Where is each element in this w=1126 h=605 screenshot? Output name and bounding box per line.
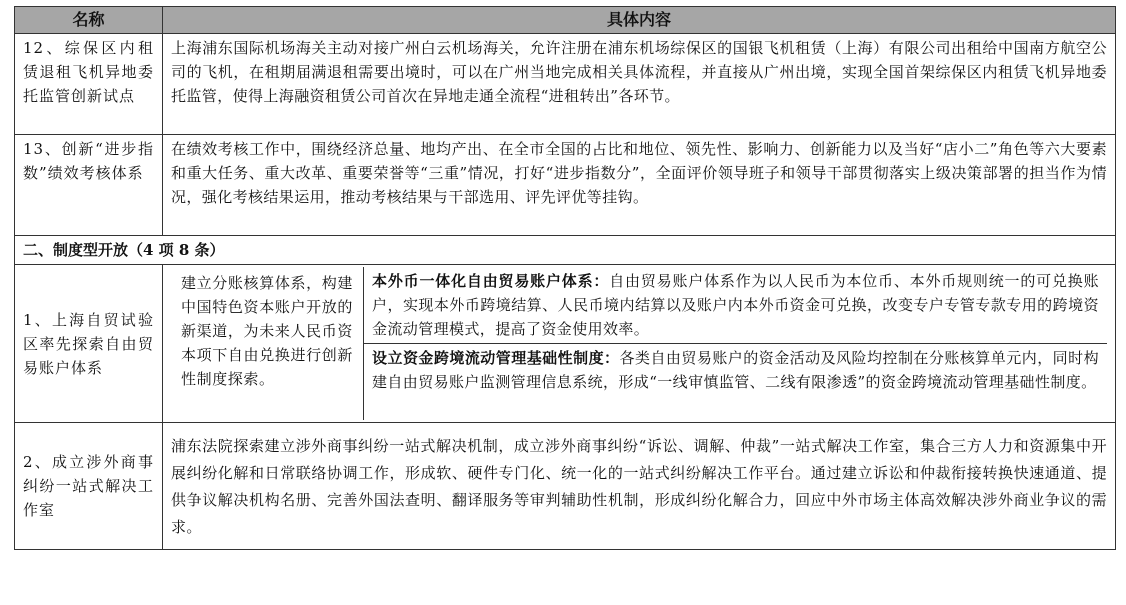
item-content: 在绩效考核工作中，围绕经济总量、地均产出、在全市全国的占比和地位、领先性、影响力、创新能力以及当好“店小二”角色等六大要素和重大任务、重大改革、重要荣誉等“三重”情况，打好“进步指数分”，全面评价领导班子和领导干部贯彻落实上级决策部署的担当作为情况，强化考核结果运用，推动考核结果与干部选用、评先评优等挂钩。: [163, 135, 1116, 236]
header-name: 名称: [15, 7, 163, 34]
item-content: [163, 265, 1116, 423]
sub-item-title: 本外币一体化自由贸易账户体系：: [372, 272, 610, 290]
content-table: [14, 6, 1116, 550]
sub-item-text: 各类自由贸易账户的资金活动及风险均控制在分账核算单元内，同时构建自由贸易账户监测管理信息系统，形成“一线审慎监管、二线有限渗透”的资金跨境流动管理基础性制度。: [372, 349, 1099, 391]
item-content: 上海浦东国际机场海关主动对接广州白云机场海关，允许注册在浦东机场综保区的国银飞机租赁（上海）有限公司出租给中国南方航空公司的飞机，在租期届满退租需要出境时，可以在广州当地完成相关具体流程，并直接从广州出境，实现全国首架综保区内租赁飞机异地委托监管，使得上海融资租赁公司首次在异地走通全流程“进租转出”各环节。: [163, 34, 1116, 135]
header-content: 具体内容: [163, 7, 1116, 34]
header-row: [15, 7, 1116, 34]
item-name: 1、上海自贸试验区率先探索自由贸易账户体系: [15, 265, 163, 423]
table-row: [15, 34, 1116, 135]
item-summary: 建立分账核算体系，构建中国特色资本账户开放的新渠道，为未来人民币资本项下自由兑换进行创新性制度探索。: [171, 267, 364, 420]
section-title: 二、制度型开放（4 项 8 条）: [15, 236, 1116, 265]
sub-item: [364, 344, 1108, 421]
item-name: 12、综保区内租赁退租飞机异地委托监管创新试点: [15, 34, 163, 135]
section-row: [15, 236, 1116, 265]
item-name: 2、成立涉外商事纠纷一站式解决工作室: [15, 423, 163, 550]
sub-item: [364, 267, 1108, 344]
item-content: 浦东法院探索建立涉外商事纠纷一站式解决机制，成立涉外商事纠纷“诉讼、调解、仲裁”一站式解决工作室，集合三方人力和资源集中开展纠纷化解和日常联络协调工作，形成软、硬件专门化、统一化的一站式纠纷解决工作平台。通过建立诉讼和仲裁衔接转换快速通道、提供争议解决机构名册、完善外国法查明、翻译服务等审判辅助性机制，形成纠纷化解合力，回应中外市场主体高效解决涉外商业争议的需求。: [163, 423, 1116, 550]
table-row: [15, 423, 1116, 550]
item-name: 13、创新“进步指数”绩效考核体系: [15, 135, 163, 236]
nested-table: [171, 267, 1107, 420]
table-row: [15, 265, 1116, 423]
table-row: [15, 135, 1116, 236]
sub-item-title: 设立资金跨境流动管理基础性制度：: [372, 349, 620, 367]
sub-item-text: 自由贸易账户体系作为以人民币为本位币、本外币规则统一的可兑换账户，实现本外币跨境结算、人民币境内结算以及账户内本外币资金可兑换，改变专户专管专款专用的跨境资金流动管理模式，提高了资金使用效率。: [372, 272, 1099, 338]
